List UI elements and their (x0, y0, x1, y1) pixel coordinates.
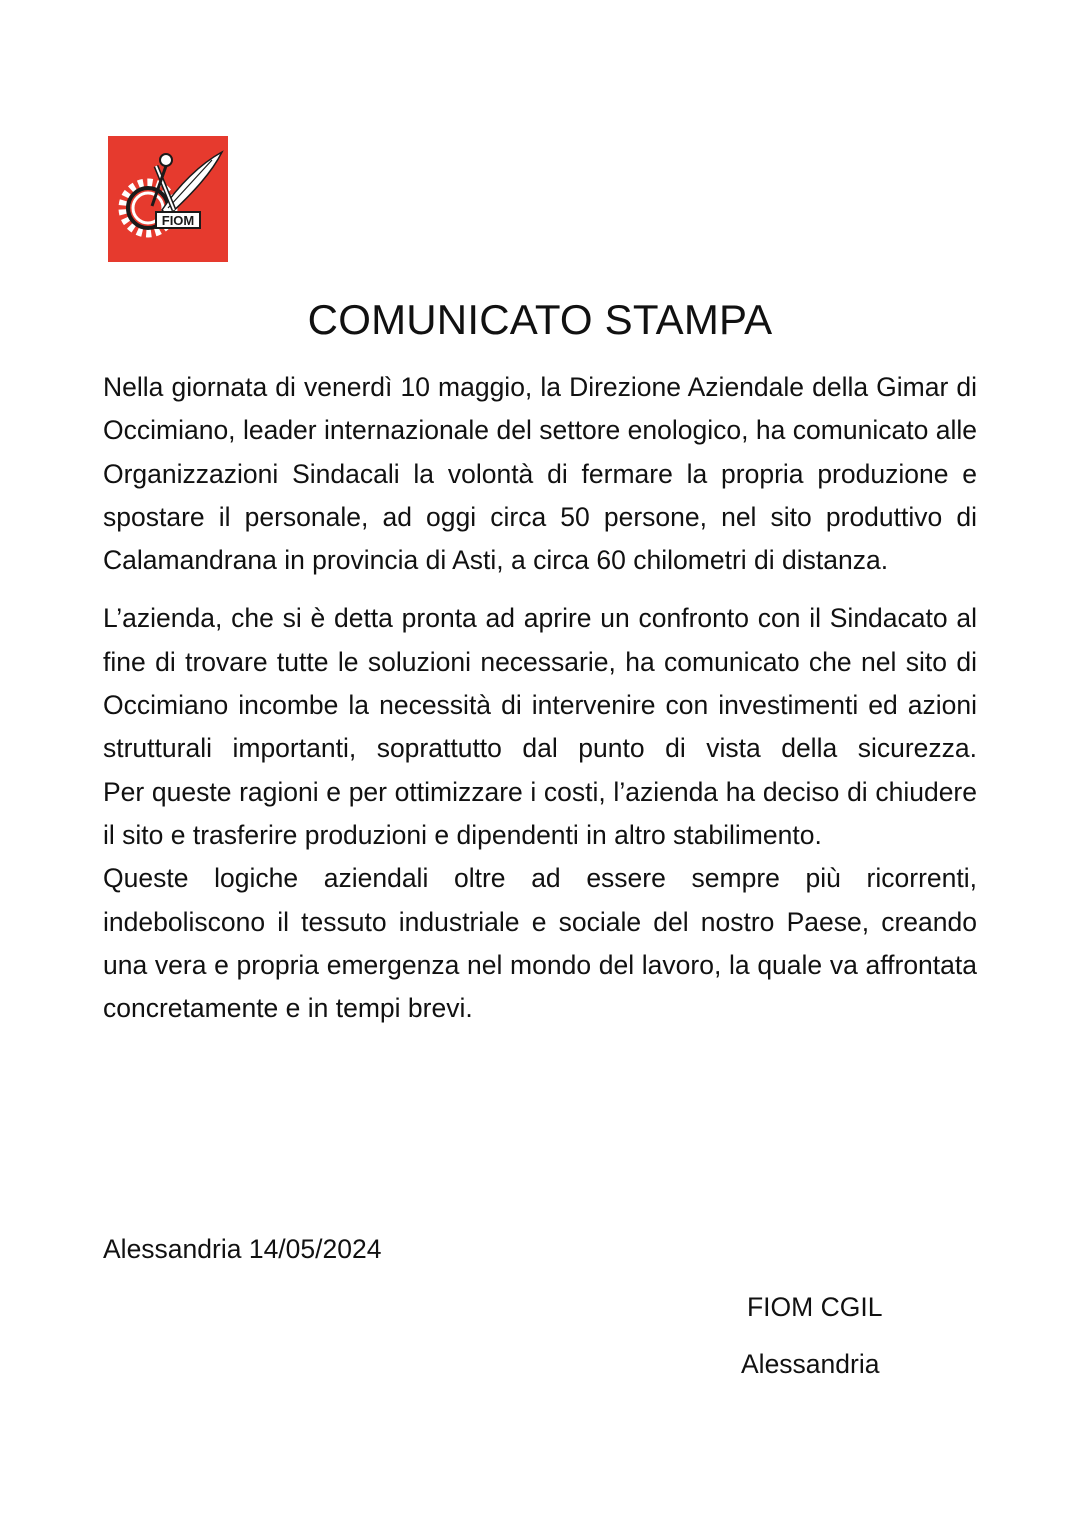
fiom-logo (108, 136, 228, 262)
press-release-body (103, 366, 977, 1030)
paragraph-3: Per queste ragioni e per ottimizzare i costi, l’azienda ha deciso di chiudere il sito e trasferire produzioni e dipendenti in altro stabilimento. (103, 776, 977, 850)
date-line: Alessandria 14/05/2024 (103, 1234, 382, 1264)
signature-city: Alessandria (741, 1349, 880, 1379)
paragraph-2: L’azienda, che si è detta pronta ad aprire un confronto con il Sindacato al fine di trovare tutte le soluzioni necessarie, ha comunicato che nel sito di Occimiano incombe la necessità di intervenire con investimenti ed azioni strutturali importanti, soprattutto dal punto di vista della sicurezza. (103, 603, 977, 764)
page-title: COMUNICATO STAMPA (307, 296, 773, 343)
paragraph-1: Nella giornata di venerdì 10 maggio, la Direzione Aziendale della Gimar di Occimiano, leader internazionale del settore enologico, ha comunicato alle Organizzazioni Sindacali la volontà di fermare la propria produzione e spostare il personale, ad oggi circa 50 persone, nel sito produttivo di Calamandrana in provincia di Asti, a circa 60 chilometri di distanza. (103, 372, 977, 576)
logo-label: FIOM (161, 213, 195, 228)
paragraph-4: Queste logiche aziendali oltre ad essere sempre più ricorrenti, indeboliscono il tessuto industriale e sociale del nostro Paese, creando una vera e propria emergenza nel mondo del lavoro, la quale va affrontata concretamente e in tempi brevi. (103, 863, 977, 1024)
signature-organization: FIOM CGIL (747, 1292, 883, 1322)
